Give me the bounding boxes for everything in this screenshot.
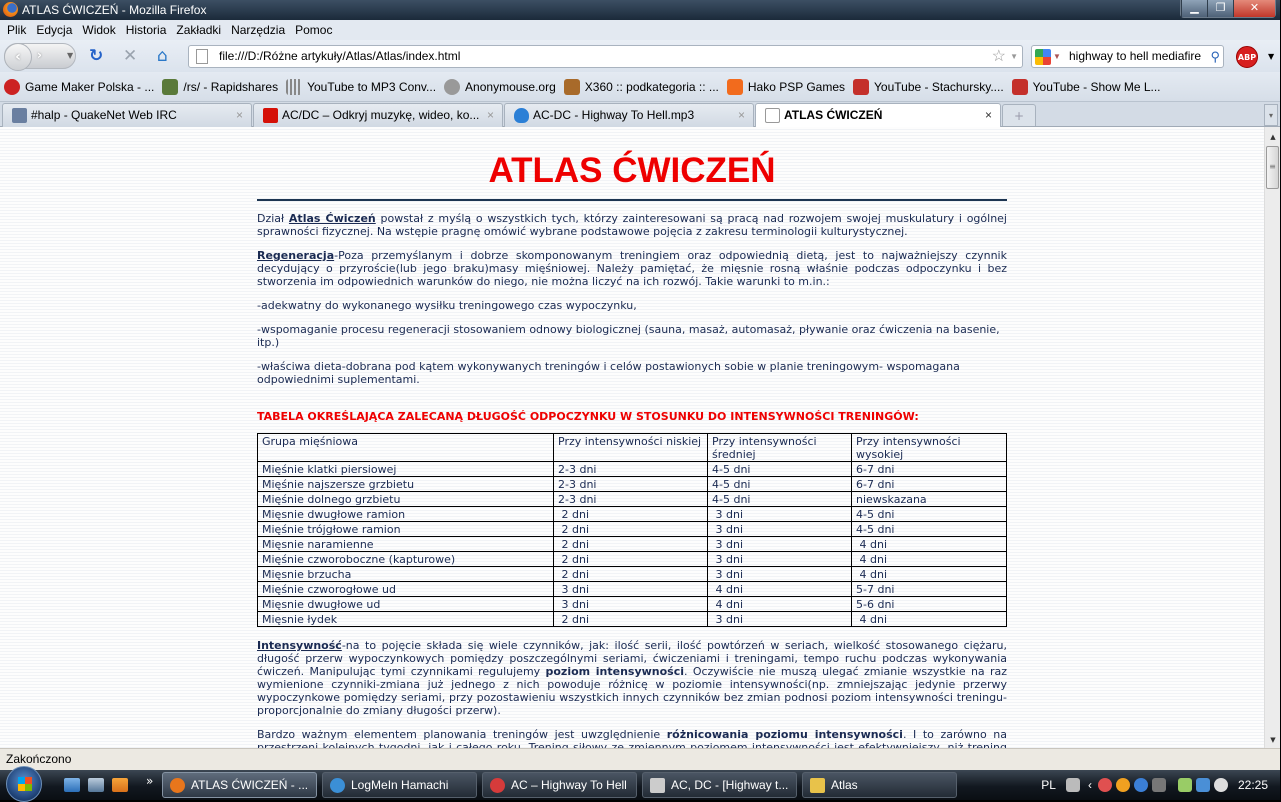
show-desktop-icon[interactable]: [64, 778, 80, 792]
taskbar-item-firefox[interactable]: [162, 772, 317, 798]
scroll-thumb[interactable]: ≡: [1266, 146, 1279, 189]
player-icon: [650, 778, 665, 793]
taskbar-item-atlas-folder[interactable]: [802, 772, 957, 798]
language-indicator[interactable]: PL: [1041, 778, 1056, 792]
column-header: Grupa mięśniowa: [258, 434, 554, 462]
muscle-group-cell: Mięsnie naramienne: [258, 537, 554, 552]
intro-paragraph: [257, 212, 1007, 238]
taskbar: [0, 770, 1280, 800]
muscle-group-cell: Mięśnie czworoboczne (kapturowe): [258, 552, 554, 567]
power-icon[interactable]: [1178, 778, 1192, 792]
bold-term: poziom intensywności: [545, 665, 685, 678]
hamachi-icon: [330, 778, 345, 793]
bookmark-favicon-icon: [162, 79, 178, 95]
tray-app-icon[interactable]: [1098, 778, 1112, 792]
tab-label: #halp - QuakeNet Web IRC: [31, 108, 177, 122]
muscle-group-cell: Mięsnie dwugłowe ud: [258, 597, 554, 612]
rest-days-cell: 2-3 dni: [554, 492, 708, 507]
url-dropdown-icon[interactable]: ▼: [1010, 52, 1018, 61]
rest-days-cell: 3 dni: [708, 612, 852, 627]
navigation-toolbar: [0, 40, 1280, 72]
system-tray: [1041, 770, 1280, 800]
table-row: [258, 567, 1007, 582]
bookmark-item[interactable]: [564, 72, 719, 101]
tab-close-icon[interactable]: ×: [737, 108, 745, 122]
bookmark-label: YouTube to MP3 Conv...: [307, 79, 437, 94]
switch-windows-icon[interactable]: [88, 778, 104, 792]
page-content: [0, 127, 1264, 748]
planning-text: Bardzo ważnym elementem planowania treningów jest uwzględnienie: [257, 728, 667, 741]
intro-prefix: Dział: [257, 212, 289, 225]
rest-days-cell: 4-5 dni: [708, 477, 852, 492]
tab-quakenet[interactable]: [2, 103, 252, 127]
regeneracja-paragraph: [257, 249, 1007, 288]
minimize-button[interactable]: ▁: [1181, 0, 1207, 17]
planning-text: . I to zarówno na: [902, 728, 1007, 741]
rest-days-cell: niewskazana: [852, 492, 1007, 507]
condition-item: -adekwatny do wykonanego wysiłku treningowego czas wypoczynku,: [257, 299, 637, 312]
task-label: ATLAS ĆWICZEŃ - ...: [191, 778, 309, 792]
keyboard-icon[interactable]: [1066, 778, 1080, 792]
bookmark-favicon-icon: [286, 79, 302, 95]
table-row: [258, 522, 1007, 537]
tab-label: AC/DC – Odkryj muzykę, wideo, ko...: [282, 108, 480, 122]
menu-narzedzia[interactable]: Narzędzia: [231, 23, 286, 37]
menu-plik[interactable]: Plik: [7, 23, 27, 37]
bookmark-item[interactable]: [4, 72, 154, 101]
menu-zakladki[interactable]: Zakładki: [176, 23, 222, 37]
rest-days-cell: 4 dni: [852, 552, 1007, 567]
title-bar: [0, 0, 1280, 20]
tab-close-icon[interactable]: ×: [486, 108, 494, 122]
list-all-tabs-button[interactable]: ▾: [1264, 104, 1278, 126]
rest-days-cell: 3 dni: [554, 582, 708, 597]
table-row: [258, 507, 1007, 522]
tab-mediafire[interactable]: [504, 103, 754, 127]
bookmark-item[interactable]: [1012, 72, 1161, 101]
table-row: [258, 552, 1007, 567]
window-title: ATLAS ĆWICZEŃ - Mozilla Firefox: [22, 3, 207, 17]
show-hidden-icons[interactable]: ‹: [1087, 778, 1092, 792]
rest-days-cell: 3 dni: [708, 537, 852, 552]
status-text: Zakończono: [6, 752, 72, 766]
rest-days-cell: 2-3 dni: [554, 477, 708, 492]
stop-icon[interactable]: ✕: [123, 46, 138, 66]
reload-icon[interactable]: ↻: [89, 46, 104, 66]
bookmark-label: Game Maker Polska - ...: [25, 79, 155, 94]
bold-term: różnicowania poziomu intensywności: [666, 728, 903, 741]
bookmark-favicon-icon: [564, 79, 580, 95]
rest-days-cell: 4-5 dni: [708, 492, 852, 507]
taskbar-item-lastfm[interactable]: [482, 772, 637, 798]
task-label: LogMeIn Hamachi: [351, 778, 449, 792]
rest-table: [257, 433, 1007, 627]
page-title: ATLAS ĆWICZEŃ: [488, 151, 776, 190]
bookmark-label: YouTube - Show Me L...: [1032, 79, 1161, 94]
rest-days-cell: 5-7 dni: [852, 582, 1007, 597]
tab-label: AC-DC - Highway To Hell.mp3: [533, 108, 695, 122]
condition-item: -wspomaganie procesu regeneracji stosowaniem odnowy biologicznej (sauna, masaż, automasaż, pływanie oraz ćwiczenia na basenie, itp.): [257, 323, 1000, 349]
condition-item: -właściwa dieta-dobrana pod kątem wykonywanych treningów i celów postawionych sobie w planie treningowym- wspomagana odpowiednimi suplementami.: [257, 360, 960, 386]
rest-days-cell: 2 dni: [554, 537, 708, 552]
intensywnosc-text: -na to pojęcie składa się wiele czynników, jak: ilość serii, ilość powtórzeń w seriach, wielkość stosowanego ciężaru, długość przerw wypoczynkowych pomiędzy poszczególnymi seriami, ćwiczeniami i treningami, tempo ruchu podczas wykonywania ćwiczeń. Manipulując tymi czynnikami regulujemy: [257, 639, 1007, 678]
menu-edycja[interactable]: Edycja: [36, 23, 73, 37]
bookmark-label: Hako PSP Games: [747, 79, 846, 94]
clock[interactable]: 22:25: [1237, 778, 1268, 792]
tab-label: ATLAS ĆWICZEŃ: [784, 108, 883, 122]
menu-bar: [0, 20, 1280, 40]
rest-days-cell: 3 dni: [708, 567, 852, 582]
task-label: Atlas: [831, 778, 858, 792]
table-row: [258, 477, 1007, 492]
intro-text: powstał z myślą o wszystkich tych, którzy zainteresowani są pracą nad rozwojem swojej muskulatury i ogólnej sprawności fizycznej. Na wstępie pragnę omówić wybrane podstawowe pojęcia z zakresu terminologii kulturystycznej.: [257, 212, 1007, 238]
bookmark-item[interactable]: [727, 72, 845, 101]
back-forward-group: [4, 43, 76, 69]
media-player-icon[interactable]: [112, 778, 128, 792]
tab-bar: [0, 102, 1280, 127]
tray-app-icon[interactable]: [1152, 778, 1166, 792]
bookmark-item[interactable]: [286, 72, 436, 101]
window-controls: [1180, 0, 1276, 18]
tray-app-icon[interactable]: [1116, 778, 1130, 792]
regeneracja-link[interactable]: Regeneracja: [257, 249, 335, 262]
rest-days-cell: 2 dni: [554, 507, 708, 522]
muscle-group-cell: Mięsnie brzucha: [258, 567, 554, 582]
google-icon[interactable]: [1035, 49, 1051, 65]
table-row: [258, 612, 1007, 627]
tab-atlas-cwiczen[interactable]: [755, 103, 1001, 128]
table-row: [258, 537, 1007, 552]
tray-app-icon[interactable]: [1134, 778, 1148, 792]
muscle-group-cell: Mięśnie dolnego grzbietu: [258, 492, 554, 507]
new-tab-button[interactable]: +: [1002, 104, 1036, 126]
menu-historia[interactable]: Historia: [125, 23, 167, 37]
bookmark-item[interactable]: [162, 72, 278, 101]
table-row: [258, 597, 1007, 612]
rest-days-cell: 4 dni: [708, 597, 852, 612]
rest-days-cell: 2 dni: [554, 612, 708, 627]
bookmark-star-icon[interactable]: ☆: [991, 48, 1006, 65]
column-header: Przy intensywności niskiej: [554, 434, 708, 462]
bookmark-label: YouTube - Stachursky....: [874, 79, 1004, 94]
status-bar: [0, 748, 1280, 770]
search-input[interactable]: highway to hell mediafire: [1069, 49, 1202, 63]
muscle-group-cell: Mięsnie łydek: [258, 612, 554, 627]
rest-days-cell: 4-5 dni: [852, 522, 1007, 537]
tab-close-icon[interactable]: ×: [984, 108, 992, 122]
bookmark-favicon-icon: [444, 79, 460, 95]
bookmark-label: /rs/ - Rapidshares: [183, 79, 279, 94]
scroll-up-icon[interactable]: ▲: [1270, 133, 1276, 141]
rest-days-cell: 3 dni: [708, 522, 852, 537]
bookmark-item[interactable]: [853, 72, 1004, 101]
close-button[interactable]: ✕: [1233, 0, 1275, 17]
rest-days-cell: 4-5 dni: [852, 507, 1007, 522]
url-bar[interactable]: [188, 45, 1023, 68]
bookmark-favicon-icon: [727, 79, 743, 95]
forward-button[interactable]: ›: [37, 48, 42, 62]
rest-days-cell: 4 dni: [852, 537, 1007, 552]
bookmarks-toolbar: [0, 72, 1280, 102]
search-bar[interactable]: [1031, 45, 1224, 68]
table-row: [258, 582, 1007, 597]
irc-icon: [12, 108, 27, 123]
folder-icon: [810, 778, 825, 793]
article: [257, 127, 1007, 778]
rest-days-cell: 3 dni: [708, 552, 852, 567]
intensywnosc-paragraph: [257, 639, 1007, 717]
rest-days-cell: 6-7 dni: [852, 462, 1007, 477]
atlas-cwiczen-link[interactable]: Atlas Ćwiczeń: [288, 212, 376, 225]
rest-days-cell: 2-3 dni: [554, 462, 708, 477]
volume-icon[interactable]: [1214, 778, 1228, 792]
mediafire-icon: [514, 108, 529, 123]
column-header: Przy intensywności średniej: [708, 434, 852, 462]
intensywnosc-text: . Oczywiście nie muszą ulegać zmianie wszystkie na raz wymienione czynniki-zmiana już jednego z nich powoduje różnicę w poziomie intensywności(np. zmniejszając jedynie przerwy wypoczynkowe pomiędzy seriami, przy pozostawieniu wszystkich innych czynników bez zmian podnosi poziom intensywności treningu-proporcjonalnie do zmiany długości przerw).: [257, 665, 1007, 717]
quicklaunch-more-icon[interactable]: »: [146, 774, 154, 788]
rest-days-cell: 6-7 dni: [852, 477, 1007, 492]
rest-days-cell: 3 dni: [708, 507, 852, 522]
scroll-down-icon[interactable]: ▼: [1270, 736, 1276, 744]
firefox-icon: [3, 2, 18, 17]
network-icon[interactable]: [1196, 778, 1210, 792]
table-title: TABELA OKREŚLAJĄCA ZALECANĄ DŁUGOŚĆ ODPOCZYNKU W STOSUNKU DO INTENSYWNOŚCI TRENINGÓW:: [257, 410, 919, 423]
youtube-icon: [1012, 79, 1028, 95]
search-icon[interactable]: ⚲: [1210, 49, 1220, 64]
rest-days-cell: 4 dni: [852, 567, 1007, 582]
rest-days-cell: 4-5 dni: [708, 462, 852, 477]
table-row: [258, 492, 1007, 507]
task-label: AC – Highway To Hell: [511, 778, 627, 792]
lastfm-icon: [490, 778, 505, 793]
table-row: [258, 462, 1007, 477]
rest-days-cell: 4 dni: [708, 582, 852, 597]
regeneracja-text: -Poza przemyślanym i dobrze skomponowanym treningiem oraz odpowiednią dietą, jest to najważniejszy czynnik decydujący o przyroście(lub jego braku)masy mięśniowej. Należy pamiętać, że mięsnie rosną właśnie podczas odpoczynku i bez stworzenia im odpowiednich warunków do niego, nie można liczyć na ich rozwój. Takie warunki to m.in.:: [257, 249, 1007, 288]
maximize-button[interactable]: ❐: [1207, 0, 1233, 17]
tab-close-icon[interactable]: ×: [235, 108, 243, 122]
tab-lastfm[interactable]: [253, 103, 503, 127]
adblock-dropdown-icon[interactable]: ▼: [1268, 52, 1275, 61]
taskbar-item-player[interactable]: [642, 772, 797, 798]
bookmark-item[interactable]: [444, 72, 556, 101]
back-button[interactable]: ‹: [4, 43, 32, 71]
firefox-icon: [170, 778, 185, 793]
rest-days-cell: 2 dni: [554, 522, 708, 537]
adblock-plus-icon[interactable]: ABP: [1236, 46, 1258, 68]
title-divider: [257, 199, 1007, 201]
page-icon: [765, 108, 780, 123]
history-dropdown-icon[interactable]: ▼: [67, 51, 74, 60]
lastfm-icon: [263, 108, 278, 123]
bookmark-favicon-icon: [4, 79, 20, 95]
muscle-group-cell: Mięśnie najszersze grzbietu: [258, 477, 554, 492]
intensywnosc-link[interactable]: Intensywność: [257, 639, 342, 652]
page-icon: [196, 49, 208, 64]
muscle-group-cell: Mięsnie dwugłowe ramion: [258, 507, 554, 522]
task-label: AC, DC - [Highway t...: [671, 778, 789, 792]
muscle-group-cell: Mięśnie czworogłowe ud: [258, 582, 554, 597]
home-icon[interactable]: ⌂: [157, 46, 168, 66]
rest-days-cell: 4 dni: [852, 612, 1007, 627]
bookmark-label: Anonymouse.org: [465, 79, 556, 94]
muscle-group-cell: Mięśnie trójgłowe ramion: [258, 522, 554, 537]
rest-days-cell: 5-6 dni: [852, 597, 1007, 612]
rest-days-cell: 2 dni: [554, 552, 708, 567]
bookmark-label: X360 :: podkategoria :: ...: [584, 79, 719, 94]
search-engine-dropdown-icon[interactable]: ▼: [1053, 52, 1061, 61]
table-header-row: [258, 434, 1007, 462]
vertical-scrollbar[interactable]: [1264, 127, 1280, 748]
menu-widok[interactable]: Widok: [82, 23, 116, 37]
rest-days-cell: 3 dni: [554, 597, 708, 612]
rest-days-cell: 2 dni: [554, 567, 708, 582]
youtube-icon: [853, 79, 869, 95]
taskbar-item-hamachi[interactable]: [322, 772, 477, 798]
muscle-group-cell: Mięśnie klatki piersiowej: [258, 462, 554, 477]
menu-pomoc[interactable]: Pomoc: [295, 23, 333, 37]
column-header: Przy intensywności wysokiej: [852, 434, 1007, 462]
url-text[interactable]: file:///D:/Różne artykuły/Atlas/Atlas/index.html: [219, 49, 461, 63]
start-button[interactable]: [6, 766, 42, 802]
